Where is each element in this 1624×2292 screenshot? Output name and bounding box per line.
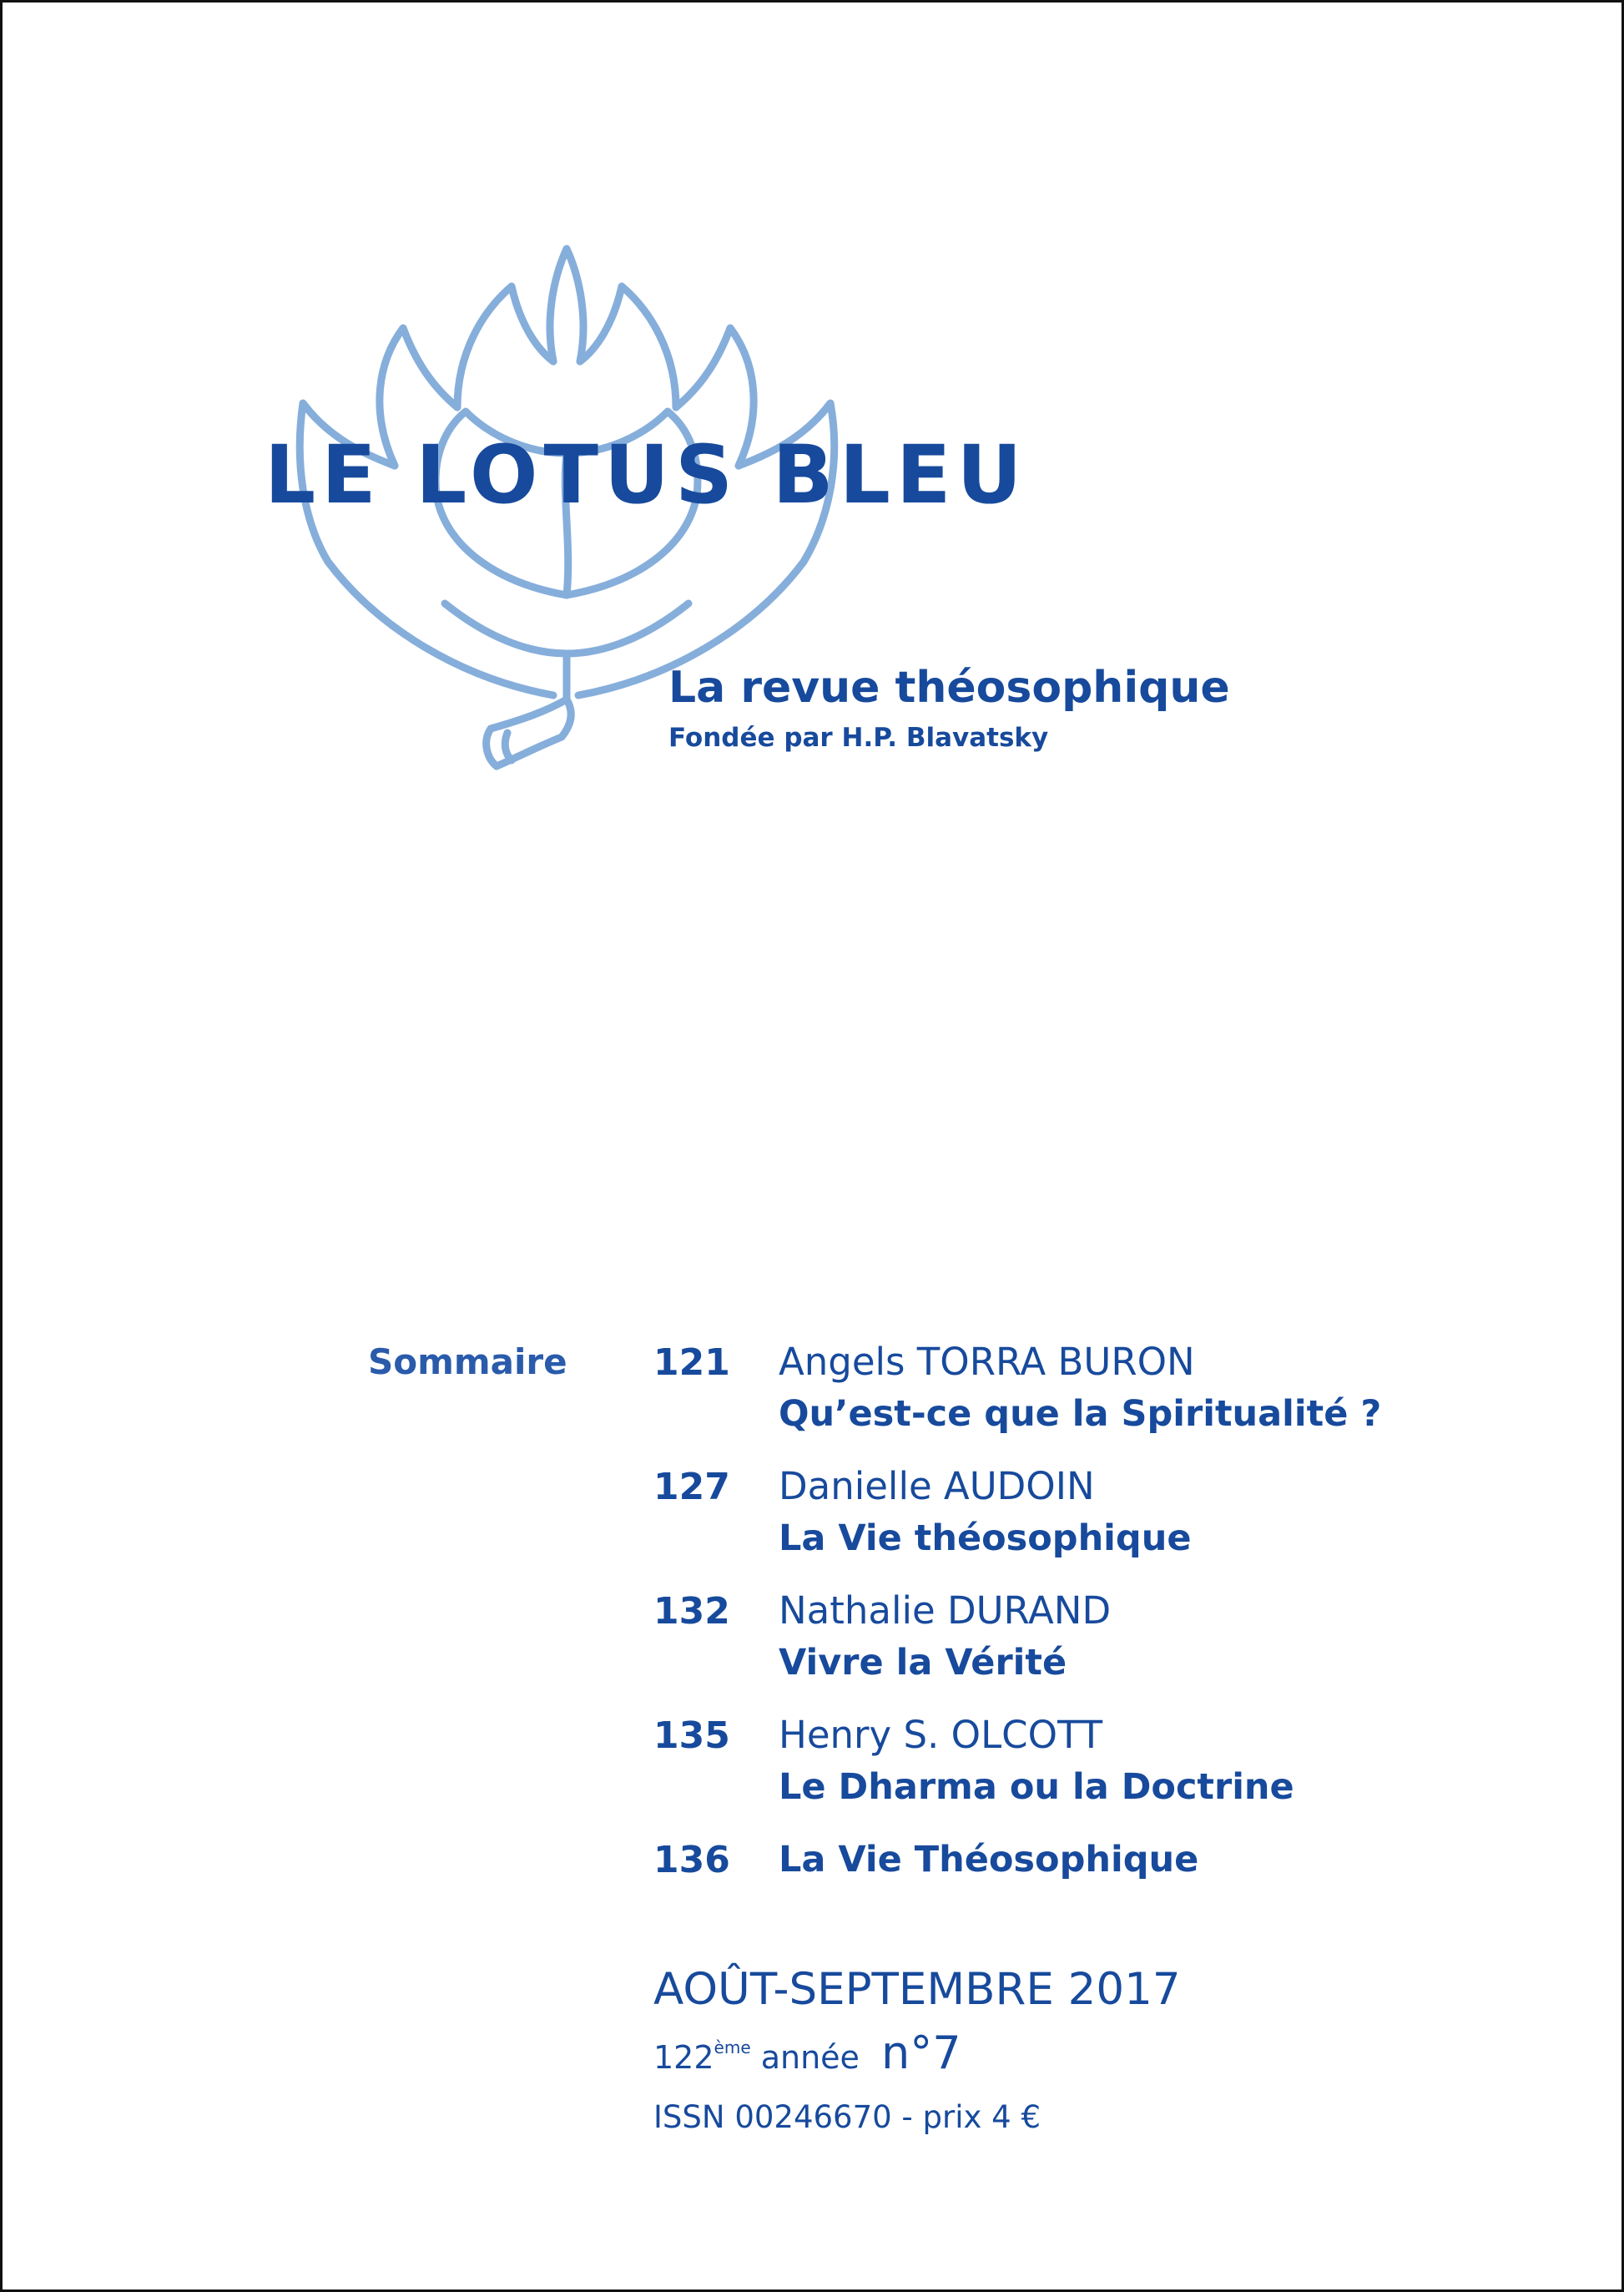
toc-entry[interactable] — [653, 1464, 1488, 1594]
lotus-base-curve — [445, 603, 688, 654]
toc-article-title: Qu’est-ce que la Spiritualité ? — [779, 1393, 1382, 1435]
year-word: année — [760, 2039, 860, 2076]
toc-article-title: La Vie Théosophique — [779, 1839, 1199, 1881]
magazine-title: LE LOTUS BLEU — [265, 428, 1028, 522]
toc-page-number: 121 — [653, 1341, 730, 1384]
issue-year-line — [653, 2027, 961, 2079]
magazine-subtitle: La revue théosophique — [668, 663, 1230, 713]
toc-page-number: 135 — [653, 1714, 730, 1757]
toc-page-number: 132 — [653, 1590, 730, 1633]
toc-entry[interactable] — [653, 1340, 1488, 1470]
toc-author: Henry S. OLCOTT — [779, 1713, 1103, 1757]
toc-label: Sommaire — [368, 1341, 567, 1382]
toc-page-number: 127 — [653, 1466, 730, 1508]
toc-entry[interactable] — [653, 1588, 1488, 1719]
toc-entry[interactable] — [653, 1839, 1488, 1892]
founded-by-line: Fondée par H.P. Blavatsky — [668, 723, 1049, 753]
toc-article-title: Le Dharma ou la Doctrine — [779, 1766, 1294, 1808]
issn-price: ISSN 00246670 - prix 4 € — [653, 2099, 1041, 2135]
toc-author: Danielle AUDOIN — [779, 1464, 1095, 1508]
lotus-bud — [487, 699, 572, 766]
lotus-top-petal — [550, 249, 583, 361]
toc-entry[interactable] — [653, 1713, 1488, 1843]
lotus-bud-detail — [505, 733, 512, 760]
toc-author: Nathalie DURAND — [779, 1588, 1112, 1633]
lotus-flower-icon — [278, 245, 862, 846]
issue-number: n°7 — [881, 2027, 961, 2079]
toc-article-title: La Vie théosophique — [779, 1517, 1192, 1559]
toc-page-number: 136 — [653, 1839, 730, 1881]
toc-article-title: Vivre la Vérité — [779, 1642, 1067, 1684]
issue-date: AOÛT-SEPTEMBRE 2017 — [653, 1964, 1181, 2015]
lotus-upper-right-petal — [580, 286, 676, 407]
year-suffix: ème — [714, 2037, 751, 2057]
year-number: 122 — [653, 2039, 714, 2076]
toc-author: Angels TORRA BURON — [779, 1340, 1195, 1384]
lotus-upper-left-petal — [457, 286, 553, 407]
